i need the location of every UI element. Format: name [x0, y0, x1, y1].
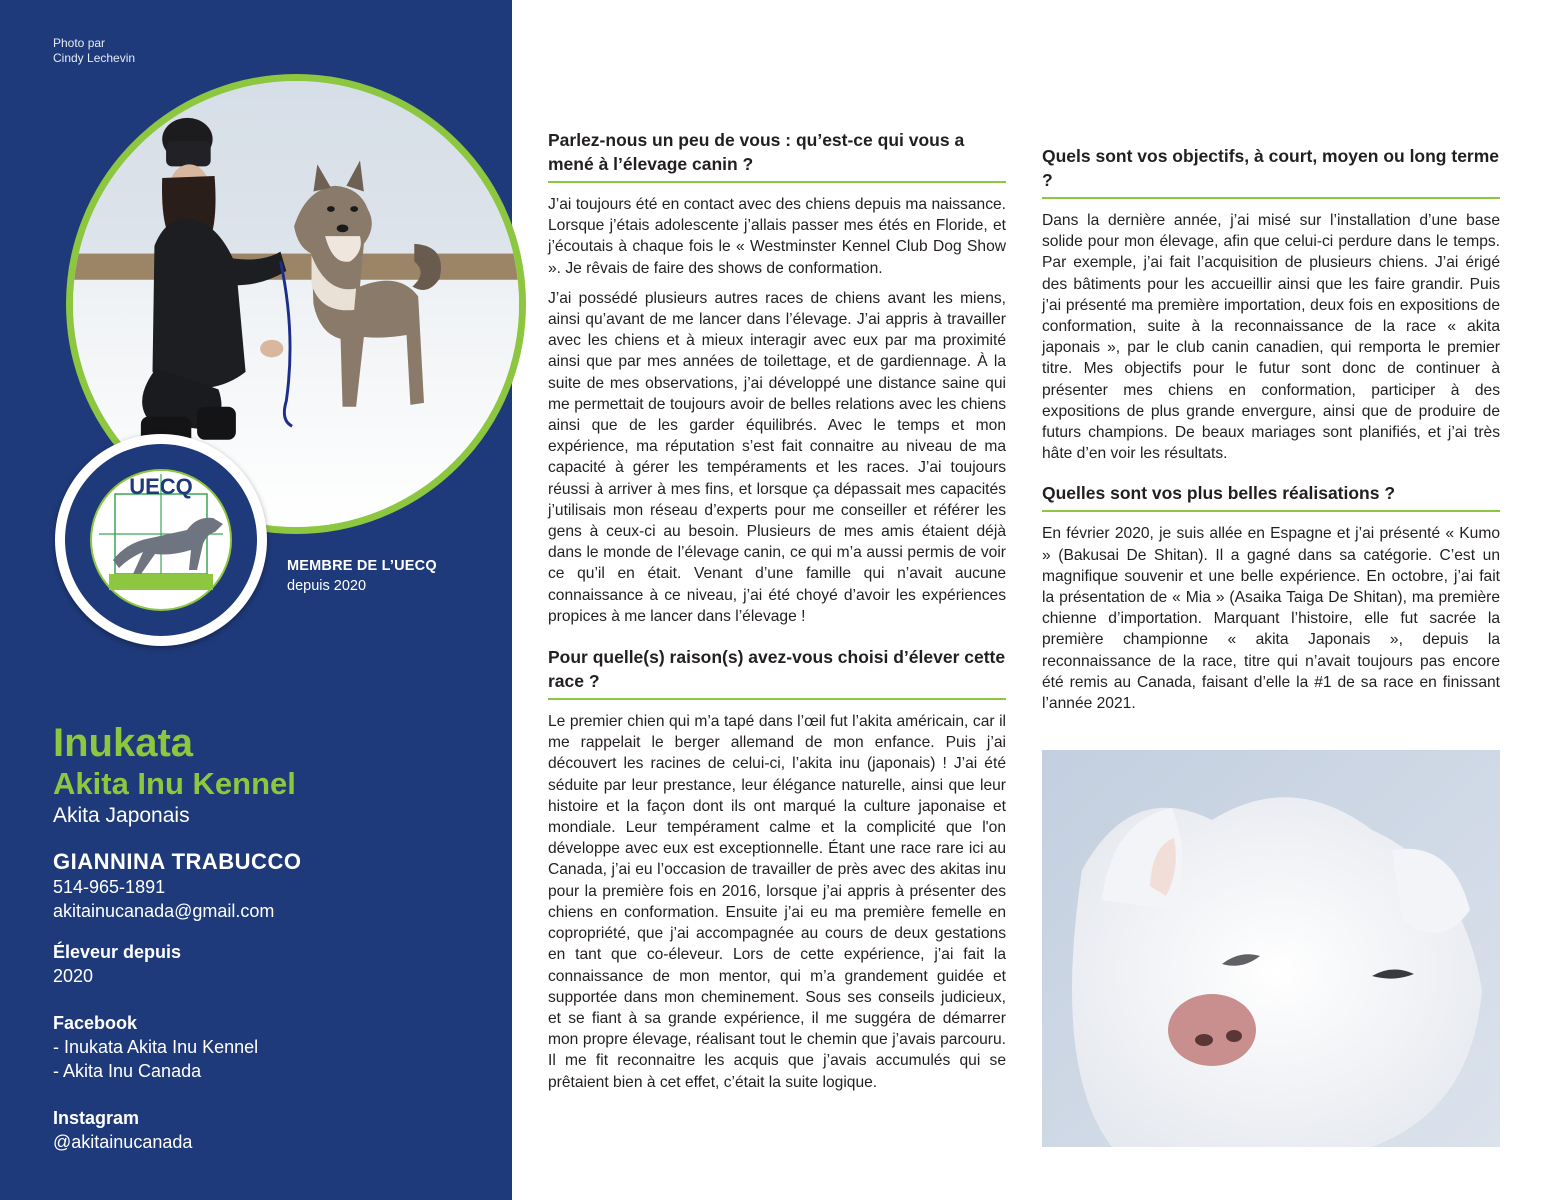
facebook-block [53, 1011, 258, 1083]
breed-name: Akita Japonais [53, 804, 190, 827]
answer-paragraph: Dans la dernière année, j’ai misé sur l’installation d’une base solide pour mon élevage, afin que celui-ci perdure dans le temps. Par exemple, j’ai fait l’acquisition de plusieurs chiens. J’ai érigé des bâtiments pour les accueillir ainsi que les faire grandir. Puis j’ai présenté ma première importation, deux fois en expositions de conformation, suite à la reconnaissance de la race « akita japonais », par le club canin canadien, qui remporta le premier titre. Mes objectifs pour le futur sont donc de continuer à présenter mes chiens en conformation, participer à des expositions de plus grande envergure, ainsi que de produire de futurs champions. De beaux mariages sont planifiés, et j’ai très hâte d’en voir les résultats. [1042, 212, 1500, 463]
answer-paragraph: En février 2020, je suis allée en Espagne et j’ai présenté « Kumo » (Bakusai De Shitan). Il a gagné dans sa catégorie. C’est un magnifique souvenir et une belle expérience. En octobre, j’ai fait la présentation de « Mia » (Asaika Taiga De Shitan), ma première chienne d’importation. Marquant l’histoire, elle fut sacrée la première championne « akita Japonais », depuis la reconnaissance de la race, titre qui n’avait toujours pas encore été remis au Canada, faisant d’elle la #1 de sa race en finissant l’année 2021. [1042, 525, 1500, 713]
answer-paragraph: J’ai possédé plusieurs autres races de chiens avant les miens, ainsi qu’avant de me lancer dans l’élevage. J’ai appris à travailler avec les chiens et à mieux interagir avec eux par ma proximité ainsi que par mes années de toilettage, et de gardiennage. À la suite de mes observations, j’ai développé une distance saine qui me permettait de toujours avoir de belles relations avec les chiens ainsi que de les garder équilibrés. Avec le temps et mon expérience, ma réputation s’est fait connaitre au niveau de ma capacité à gérer les tempéraments et les races. J’ai toujours réussi à arriver à mes fins, et lorsque ça dépassait mes capacités j’utilisais mon réseau d’experts pour me conseiller et référer les gens à ceux-ci au besoin. Plusieurs de mes amis étaient déjà dans le monde de l’élevage canin, ce qui m’a aussi permis de voir ce qu’il en était. Venant d’une famille qui n’avait aucune connaissance à ce niveau, j’ai été choyé d’avoir les expériences propices à me lancer dans l’élevage ! [548, 289, 1006, 625]
answer-paragraph: J’ai toujours été en contact avec des chiens depuis ma naissance. Lorsque j’étais adolescente j’allais passer mes étés en Floride, et j’écoutais à chaque fois le « Westminster Kennel Club Dog Show ». Je rêvais de faire des shows de conformation. [548, 196, 1006, 277]
photo-credit [53, 36, 135, 66]
contact-info [53, 875, 274, 923]
photo-credit-line2: Cindy Lechevin [53, 51, 136, 65]
question-heading: Pour quelle(s) raison(s) avez-vous choisi d’élever cette race ? [548, 645, 1006, 700]
membership-info [287, 556, 437, 596]
uecq-seal-image [55, 434, 267, 646]
owner-name: GIANNINA TRABUCCO [53, 849, 302, 874]
breeder-since-label: Éleveur depuis [53, 942, 182, 962]
white-akita-image [1042, 750, 1500, 1147]
article-column-1 [548, 128, 1006, 1102]
email-address: akitainucanada@gmail.com [53, 901, 275, 921]
member-since: depuis 2020 [287, 578, 367, 594]
phone-number: 514-965-1891 [53, 877, 166, 897]
facebook-label: Facebook [53, 1013, 138, 1033]
facebook-page-2: - Akita Inu Canada [53, 1061, 202, 1081]
member-title: MEMBRE DE L’UECQ [287, 558, 437, 574]
kennel-name: Inukata [53, 721, 194, 765]
breeder-since-value: 2020 [53, 966, 94, 986]
question-heading: Quels sont vos objectifs, à court, moyen ou long terme ? [1042, 144, 1500, 199]
facebook-page-1: - Inukata Akita Inu Kennel [53, 1037, 259, 1057]
kennel-subtitle: Akita Inu Kennel [53, 766, 296, 801]
breeder-since-block [53, 940, 181, 988]
akita-photo [1042, 750, 1500, 1147]
article-column-2 [1042, 144, 1500, 723]
uecq-logo [55, 434, 267, 646]
answer-paragraph: Le premier chien qui m’a tapé dans l’œil fut l’akita américain, car il me rappelait le berger allemand de mon enfance. Puis j’ai découvert les racines de celui-ci, l’akita inu (japonais) ! J’ai été séduite par leur prestance, leur élégance naturelle, ainsi que leur histoire et la façon dont ils ont marqué la culture japonaise et mondiale. Leur tempérament calme et la complicité que l'on développe avec eux est exceptionnelle. Étant une race rare ici au Canada, j’ai eu l’occasion de travailler de près avec des akitas inu pour la première fois en 2016, lorsque j’ai appris à présenter des chiens en conformation. Ensuite j’ai eu ma première femelle en copropriété, que j’ai accompagnée au cours de deux gestations en tant que co-éleveur. Lors de cette expérience, j’ai fait la connaissance de mon mentor, qui m’a grandement guidée et supportée dans mon cheminement. Sous ses conseils judicieux, et se fiant à sa grande expérience, il me suggéra de démarrer mon propre élevage, réalisant tout le chemin que j’avais parcouru. Il me fit reconnaitre les acquis que j’avais accumulés qui se prêtaient bien à cet effet, c’était la suite logique. [548, 713, 1006, 1091]
instagram-handle: @akitainucanada [53, 1132, 193, 1152]
question-heading: Quelles sont vos plus belles réalisations ? [1042, 481, 1500, 512]
instagram-label: Instagram [53, 1108, 140, 1128]
profile-sidebar [0, 0, 512, 1200]
question-heading: Parlez-nous un peu de vous : qu’est-ce qui vous a mené à l’élevage canin ? [548, 128, 1006, 183]
photo-credit-line1: Photo par [53, 36, 106, 50]
svg-text:UECQ: UECQ [129, 474, 193, 499]
instagram-block [53, 1106, 192, 1154]
